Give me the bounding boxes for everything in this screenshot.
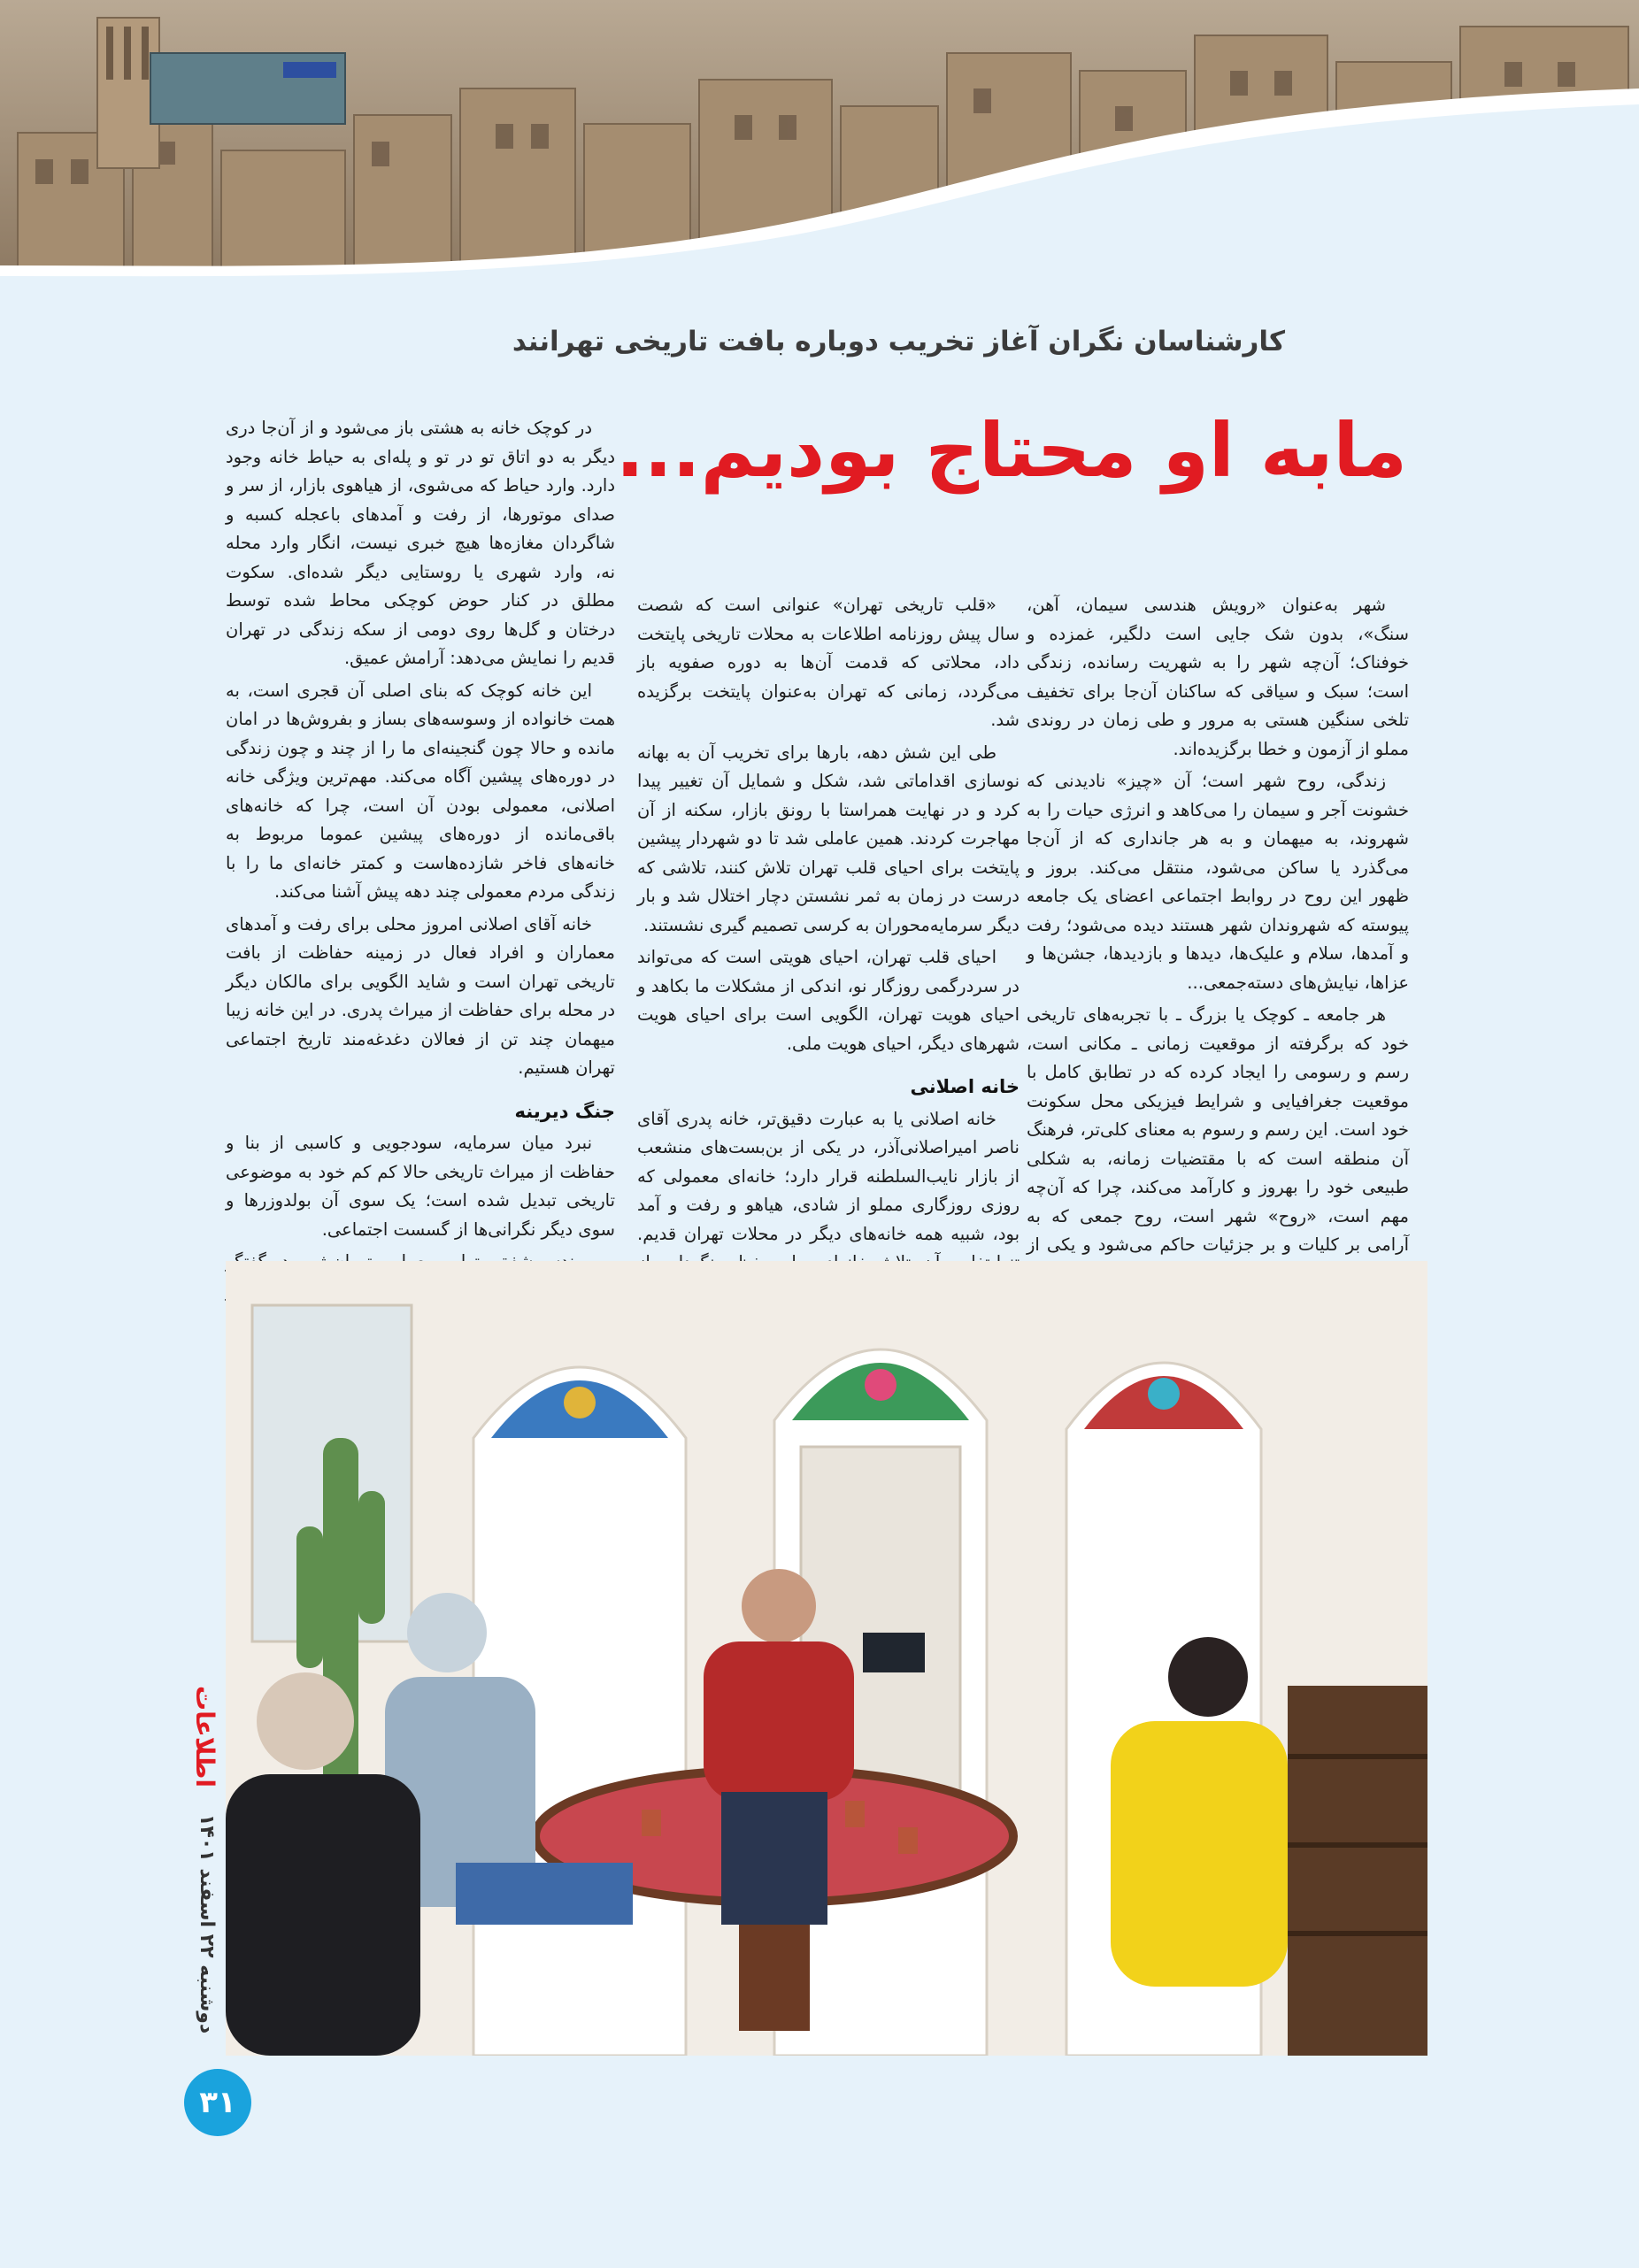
article-column-middle [637,591,1020,1339]
paragraph: احیای قلب تهران، احیای هویتی است که می‌تواند در سردرگمی روزگار نو، اندکی از مشکلات ما بکاهد و احیای هویت تهران، الگویی است برای احیای هویت شهرهای دیگر، احیای هویت ملی. [637,947,1020,1054]
paragraph: هر جامعه ـ کوچک یا بزرگ ـ با تجربه‌های تاریخی خود که برگرفته از موقعیت زمانی ـ مکانی است، رسم و رسومی را ایجاد کرده که در تطابق کامل با موقعیت جغرافیایی و شرایط فیزیکی محل سکونت خود است. این رسم و رسوم به معنای کلی‌تر، فرهنگ آن منطقه است که با مقتضیات زمانه، به شکلی طبیعی خود را بهروز و کارآمد می‌کند، چرا که آن‌چه مهم است، «روح» شهر است، روح جمعی که به آرامی بر کلیات و بر جزئیات حاکم می‌شود و یکی از [1027,1004,1409,1255]
paragraph: این خانه کوچک که بنای اصلی آن قجری است، به همت خانواده از وسوسه‌های بساز و بفروش‌ها در امان مانده و حالا چون گنجینه‌ای ما را از چند و چون زندگی در دوره‌های پیشین آگاه می‌کند. مهم‌ترین ویژگی خانه اصلانی، معمولی بودن آن است، چرا که خانه‌های باقی‌مانده از دوره‌های پیشین عموما مربوط به خانه‌های فاخر شازده‌هاست و کمتر خانه‌ای ما را با زندگی مردم معمولی چند دهه پیش آشنا می‌کند. [226,680,615,902]
section-heading: جنگ دیرینه [514,1100,615,1122]
interior-meeting-photo [226,1261,1427,2056]
issue-date-text: دوشنبه ۲۲ اسفند ۱۴۰۱ [196,1814,218,2034]
article-title: مابه او محتاج بودیم... [615,407,1407,494]
paragraph: در کوچک خانه به هشتی باز می‌شود و از آن‌جا دری دیگر به دو اتاق تو در تو و پله‌ای به حیاط خانه وجود دارد. وارد حیاط که می‌شوی، از هیاهوی بازار، از سر و صدای موتورها، از رفت و آمدهای باعجله کسبه و شاگردان مغازه‌ها هیچ خبری نیست، انگار وارد محله نه، وارد شهری یا روستایی دیگر شده‌ای. سکوت مطلق در کنار حوض کوچکی محاط شده توسط درختان و گل‌ها روی دومی از سکه زندگی در تهران قدیم را نمایش می‌دهد: آرامش عمیق. [226,418,615,668]
article-subtitle: کارشناسان نگران آغاز تخریب دوباره بافت تاریخی تهرانند [512,326,1285,357]
page-number-badge: ۳۱ [184,2069,251,2136]
paragraph: طی این شش دهه، بارها برای تخریب آن به بهانه نوسازی اقداماتی شد، شکل و شمایل آن تغییر پیدا کرد و در نهایت همراستا با رونق بازار، سکنه از آن مهاجرت کردند. همین عاملی شد تا دو شهردار پیشین پایتخت برای احیای قلب تهران تلاش کنند، تلاشی که درست در زمان به ثمر نشستن دچار اختلال شد و بار دیگر سرمایه‌محوران به کرسی تصمیم گیری نشستند. [637,742,1020,935]
issue-date [189,1814,221,2080]
brand-logo-text: اطلاعات [190,1686,219,1788]
article-column-left [226,414,615,1366]
paragraph: نبرد میان سرمایه، سودجویی و کاسبی از بنا و حفاظت از میراث تاریخی حالا کم کم خود به موضوعی تاریخی تبدیل شده است؛ یک سوی آن بولدوزرها و سوی دیگر نگرانی‌ها از گسست اجتماعی. [226,1133,615,1240]
paragraph: «قلب تاریخی تهران» عنوانی است که شصت سال پیش روزنامه اطلاعات به محلات تاریخی پایتخت داد، محلاتی که قدمت آن‌ها به دوره صفویه باز می‌گردد، زمانی که تهران به‌عنوان پایتخت برگزیده شد. [637,595,1020,730]
paragraph: خانه اصلانی یا به عبارت دقیق‌تر، خانه پدری آقای ناصر امیراصلانی‌آذر، در یکی از بن‌بست‌های منشعب از بازار نایب‌السلطنه قرار دارد؛ خانه‌ای معمولی که روزی روزگاری مملو از شادی، هیاهو و رفت و آمد بود، شبیه همه خانه‌های دیگر در محلات تهران قدیم. [637,1108,1020,1244]
paragraph: زندگی، روح شهر است؛ آن «چیز» نادیدنی که خشونت آجر و سیمان را می‌کاهد و انرژی حیات را به شهروند، به میهمان و به هر جانداری که از آن‌جا می‌گذرد یا ساکن می‌شود، منتقل می‌کند. بروز و ظهور این روح در روابط اجتماعی اعضای یک جامعه پیوسته که شهروندان شهر هستند دیده می‌شود؛ رفت و آمدها، سلام و علیک‌ها، دیدها و بازدیدها، جشن‌ها و عزاها، نیایش‌های دسته‌جمعی... [1027,771,1409,993]
paragraph: خانه آقای اصلانی امروز محلی برای رفت و آمدهای معماران و افراد فعال در زمینه حفاظت از بافت تاریخی تهران است و شاید الگویی برای مالکان دیگر در محله برای حفاظت از میراث پدری. در این خانه زیبا میهمان چند تن از فعالان دغدغه‌مند تاریخ اجتماعی تهران هستیم. [226,913,615,1078]
paragraph: شهر به‌عنوان «رویش هندسی سیمان، آهن، سنگ»، بدون شک جایی است دلگیر، غمزده و خوفناک؛ آن‌چه شهر را به شهریت رسانده، زندگی است؛ سبک و سیاقی که ساکنان آن‌جا برای تخفیف تلخی سنگین هستی به مرور و طی زمان در روندی مملو از آزمون و خطا برگزیده‌اند. [1027,595,1409,759]
hero-cityscape-photo [0,0,1639,305]
section-heading: خانه اصلانی [910,1076,1020,1097]
